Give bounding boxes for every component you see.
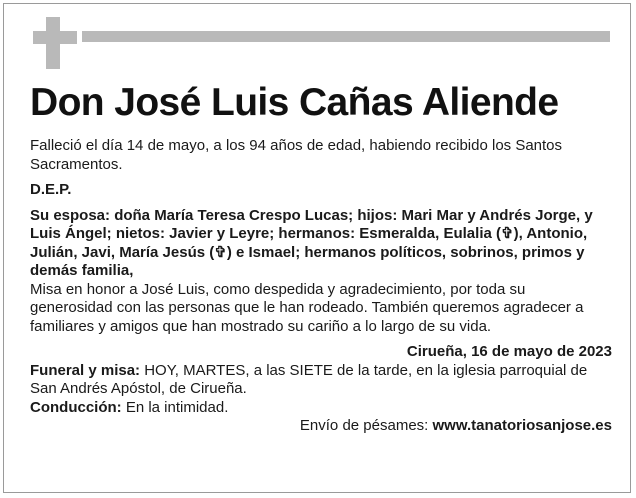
deceased-cross-icon: ✞ [501, 225, 514, 242]
condolences-url: www.tanatoriosanjose.es [432, 417, 612, 434]
deceased-name: Don José Luis Cañas Aliende [30, 81, 559, 124]
place-date: Cirueña, 16 de mayo de 2023 [406, 343, 612, 360]
notice-body [30, 137, 612, 436]
conduccion-info [30, 399, 612, 418]
family-text-part3: ) e Ismael; hermanos políticos, sobrinos, primos y demás familia, [30, 243, 585, 279]
mass-dedication: Misa en honor a José Luis, como despedida y agradecimiento, por toda su generosidad con las personas que le han rodeado. También queremos agradecer a familiares y amigos que han mostrado su cariño a lo largo de su vida. [30, 280, 584, 335]
family-text-part2: ), Antonio, Julián, Javi, María Jesús ( [30, 225, 588, 261]
deceased-cross-icon: ✞ [214, 243, 227, 261]
dep-label: D.E.P. [30, 181, 72, 198]
conduccion-label: Conducción: [30, 398, 122, 416]
funeral-info [30, 362, 612, 399]
death-announcement: Falleció el día 14 de mayo, a los 94 años de edad, habiendo recibido los Santos Sacramentos. [30, 137, 563, 173]
family-list [30, 207, 612, 281]
condolences-info [30, 417, 612, 436]
funeral-text: HOY, MARTES, a las SIETE de la tarde, en la iglesia parroquial de San Andrés Apóstol, de Cirueña. [30, 361, 588, 397]
family-text-part1: Su esposa: doña María Teresa Crespo Lucas; hijos: Mari Mar y Andrés Jorge, y Luis Ángel; nietos: Javier y Leyre; hermanos: Esmeralda, Eulalia ( [30, 206, 593, 242]
conduccion-text: En la intimidad. [121, 398, 229, 416]
cross-icon [33, 17, 77, 69]
funeral-label: Funeral y misa: [30, 361, 141, 379]
condolences-label: Envío de pésames: [299, 417, 433, 434]
header-rule [82, 31, 610, 42]
